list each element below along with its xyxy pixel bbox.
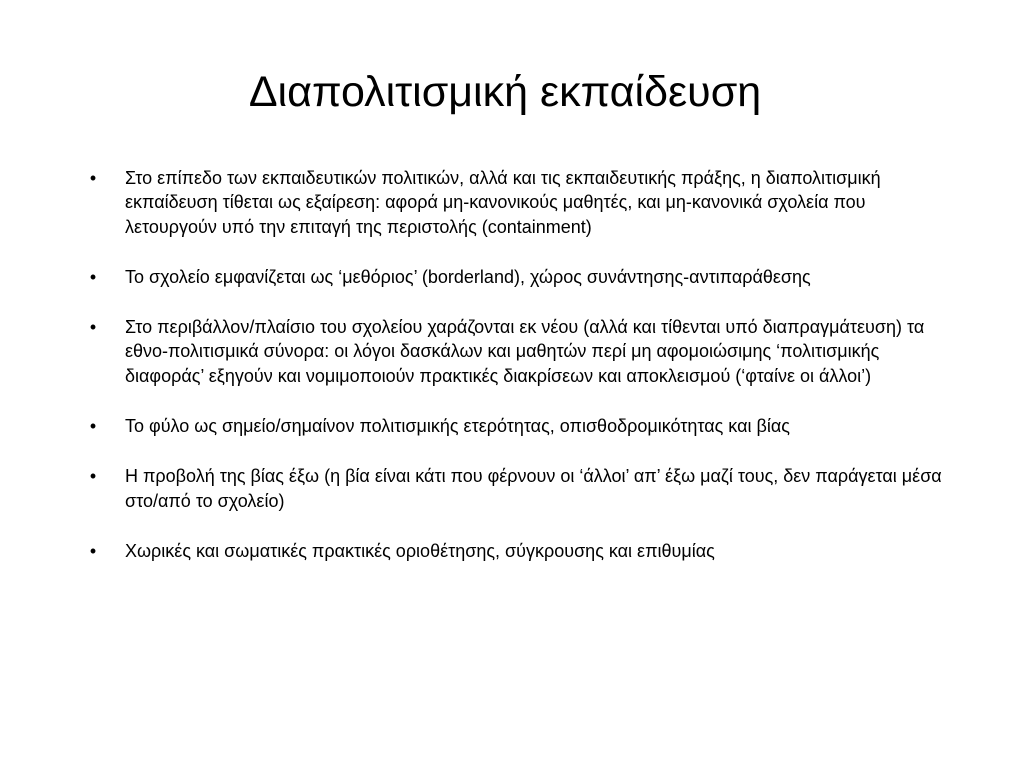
- bullet-dot-icon: •: [89, 168, 97, 188]
- bullet-dot-icon: •: [89, 466, 97, 487]
- bullet-dot-icon: •: [89, 317, 97, 338]
- bullet-dot-icon: •: [89, 416, 97, 437]
- bullet-dot-icon: •: [89, 540, 97, 561]
- bullet-item-5: [86, 464, 946, 513]
- bullet-text: Η προβολή της βίας έξω (η βία είναι κάτι που φέρνουν οι ‘άλλοι’ απ’ έξω μαζί τους, δεν παράγεται μέσα στο/από το σχολείο): [125, 466, 942, 511]
- bullet-item-1: [86, 166, 946, 239]
- bullet-item-6: [86, 539, 946, 563]
- bullet-text: Στο επίπεδο των εκπαιδευτικών πολιτικών, αλλά και τις εκπαιδευτικής πράξης, η διαπολιτισμική εκπαίδευση τίθεται ως εξαίρεση: αφορά μη-κανονικούς μαθητές, και μη-κανονικά σχολεία που λετουργούν υπό την επιταγή της περιστολής (containment): [125, 168, 881, 237]
- bullet-item-3: [86, 315, 946, 388]
- bullet-text: Στο περιβάλλον/πλαίσιο του σχολείου χαράζονται εκ νέου (αλλά και τίθενται υπό διαπραγμάτευση) τα εθνο-πολιτισμικά σύνορα: οι λόγοι δασκάλων και μαθητών περί μη αφομοιώσιμης ‘πολιτισμικής διαφοράς’ εξηγούν και νομιμοποιούν πρακτικές διακρίσεων και αποκλεισμού (‘φταίνε οι άλλοι’): [125, 317, 925, 386]
- bullet-list: [86, 166, 946, 563]
- bullet-text: Το φύλο ως σημείο/σημαίνον πολιτισμικής ετερότητας, οπισθοδρομικότητας και βίας: [125, 416, 790, 437]
- bullet-item-4: [86, 414, 946, 438]
- slide-title: Διαπολιτισμική εκπαίδευση: [248, 68, 762, 116]
- bullet-item-2: [86, 265, 946, 289]
- bullet-text: Το σχολείο εμφανίζεται ως ‘μεθόριος’ (borderland), χώρος συνάντησης-αντιπαράθεσης: [125, 266, 811, 287]
- bullet-text: Χωρικές και σωματικές πρακτικές οριοθέτησης, σύγκρουσης και επιθυμίας: [125, 540, 715, 561]
- bullet-dot-icon: •: [89, 266, 97, 287]
